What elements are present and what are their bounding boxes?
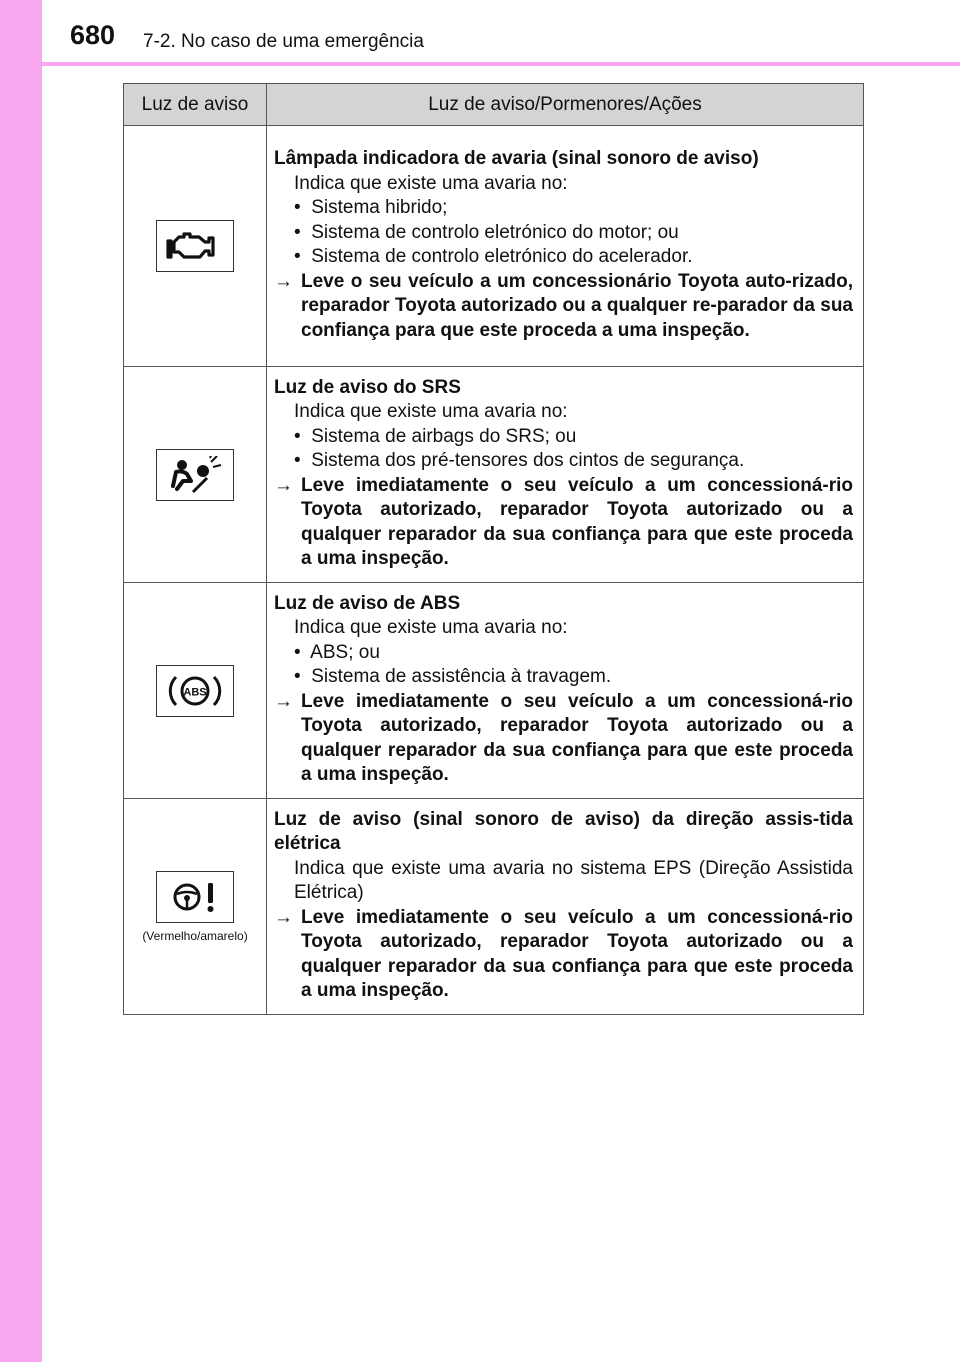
table-row xyxy=(124,583,864,799)
row-title: Lâmpada indicadora de avaria (sinal sonoro de aviso) xyxy=(274,148,759,169)
row-intro: Indica que existe uma avaria no sistema EPS (Direção Assistida Elétrica) xyxy=(294,857,853,903)
details-cell xyxy=(267,367,864,583)
row-action: → Leve imediatamente o seu veículo a um concessioná-rio Toyota autorizado, reparador Toyota autorizado ou a qualquer reparador da sua confiança para que este proceda a uma inspeção. xyxy=(274,690,853,785)
icon-caption: (Vermelho/amarelo) xyxy=(142,928,248,943)
table-row xyxy=(124,367,864,583)
arrow-right-icon: → xyxy=(274,270,293,292)
details-cell xyxy=(267,583,864,799)
list-item: • Sistema hibrido; xyxy=(294,197,448,218)
arrow-right-icon: → xyxy=(274,906,293,928)
list-item: • Sistema de airbags do SRS; ou xyxy=(294,425,577,447)
table-row xyxy=(124,799,864,1015)
row-title: Luz de aviso do SRS xyxy=(274,376,461,398)
chapter-title: 7-2. No caso de uma emergência xyxy=(143,31,424,52)
list-item: • Sistema dos pré-tensores dos cintos de segurança. xyxy=(294,450,745,471)
arrow-right-icon: → xyxy=(274,690,293,712)
list-item: • ABS; ou xyxy=(294,641,380,663)
bullet-icon: • xyxy=(294,221,301,243)
bullet-icon: • xyxy=(294,246,301,267)
list-item: • Sistema de controlo eletrónico do acelerador. xyxy=(294,246,693,267)
row-title: Luz de aviso de ABS xyxy=(274,592,461,614)
column-header-warning-light: Luz de aviso xyxy=(124,84,267,126)
details-cell xyxy=(267,126,864,367)
abs-icon-label: ABS xyxy=(183,686,207,698)
arrow-right-icon: → xyxy=(274,474,293,496)
bullet-icon: • xyxy=(294,666,301,687)
row-intro: Indica que existe uma avaria no: xyxy=(294,401,568,422)
bullet-icon: • xyxy=(294,450,301,471)
table-header-row xyxy=(124,84,864,126)
icon-cell xyxy=(124,799,267,1015)
row-action: → Leve imediatamente o seu veículo a um concessioná-rio Toyota autorizado, reparador Toyota autorizado ou a qualquer reparador da sua confiança para que este proceda a uma inspeção. xyxy=(274,474,853,569)
check-engine-icon xyxy=(156,220,234,272)
icon-cell xyxy=(124,583,267,799)
icon-cell xyxy=(124,126,267,367)
bullet-icon: • xyxy=(294,197,301,218)
eps-steering-warning-icon xyxy=(156,871,234,923)
page-header xyxy=(0,0,960,64)
abs-icon xyxy=(156,665,234,717)
page-number: 680 xyxy=(70,20,116,50)
row-action: → Leve imediatamente o seu veículo a um concessioná-rio Toyota autorizado, reparador Toyota autorizado ou a qualquer reparador da sua confiança para que este proceda a uma inspeção. xyxy=(274,906,853,1001)
icon-cell xyxy=(124,367,267,583)
warning-lights-table xyxy=(123,83,864,1015)
row-action: → Leve o seu veículo a um concessionário Toyota auto-rizado, reparador Toyota autorizado ou a qualquer re-parador da sua confiança para que este proceda a uma inspeção. xyxy=(274,270,853,341)
column-header-details: Luz de aviso/Pormenores/Ações xyxy=(267,84,864,126)
row-title: Luz de aviso (sinal sonoro de aviso) da direção assis-tida elétrica xyxy=(274,808,853,854)
list-item: • Sistema de assistência à travagem. xyxy=(294,666,612,687)
header-divider xyxy=(42,62,960,66)
table-row xyxy=(124,126,864,367)
row-intro: Indica que existe uma avaria no: xyxy=(294,172,568,194)
list-item: • Sistema de controlo eletrónico do motor; ou xyxy=(294,221,679,243)
side-color-strip xyxy=(0,0,42,1362)
bullet-icon: • xyxy=(294,425,301,447)
bullet-icon: • xyxy=(294,641,301,663)
srs-airbag-icon xyxy=(156,449,234,501)
details-cell xyxy=(267,799,864,1015)
row-intro: Indica que existe uma avaria no: xyxy=(294,617,568,638)
